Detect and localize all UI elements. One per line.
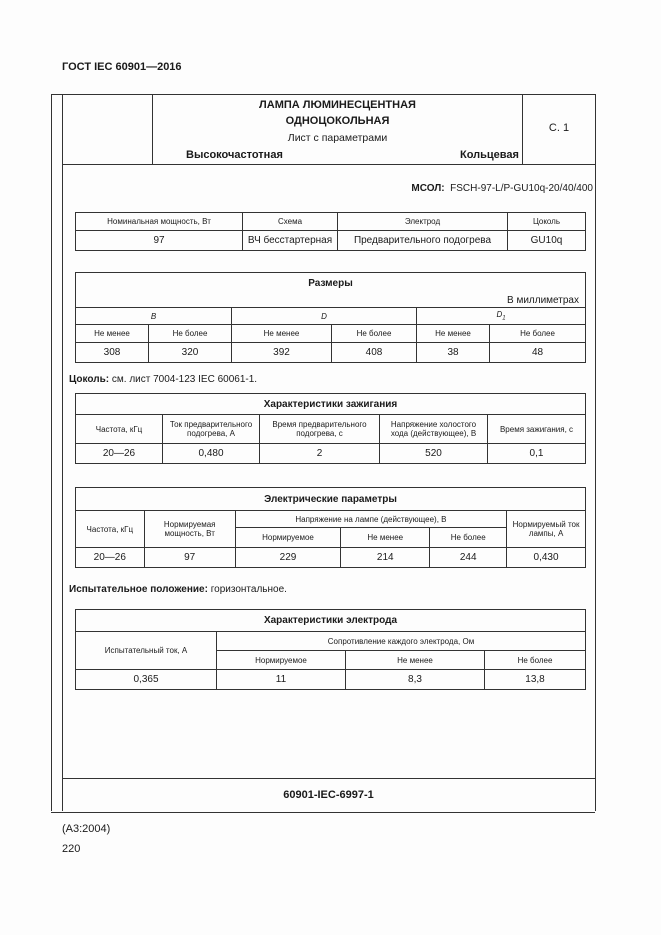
ignition-header: Время предварительного подогрева, с — [260, 415, 380, 444]
standard-code: ГОСТ IEC 60901—2016 — [62, 61, 182, 73]
electrode-value: 13,8 — [485, 670, 586, 690]
dimension-group-b: B — [76, 308, 232, 325]
electrical-value: 97 — [144, 548, 235, 568]
electrical-power-header: Нормируемая мощность, Вт — [144, 511, 235, 548]
electrical-subheader: Не менее — [341, 528, 430, 548]
dimension-subheader: Не более — [149, 325, 232, 343]
header-bottom-line — [62, 164, 595, 165]
frame-right-line — [595, 94, 596, 811]
electrode-resistance-header: Сопротивление каждого электрода, Ом — [217, 632, 586, 651]
dimension-group-d1 — [417, 308, 586, 325]
electrical-voltage-header: Напряжение на лампе (действующее), В — [235, 511, 506, 528]
dimension-value: 48 — [490, 343, 586, 363]
dimension-value: 308 — [76, 343, 149, 363]
dimension-subheader: Не менее — [417, 325, 490, 343]
general-header: Цоколь — [508, 213, 586, 231]
general-header: Схема — [243, 213, 338, 231]
sheet-page: С. 1 — [548, 122, 570, 134]
frame-inner-left-line — [62, 94, 63, 811]
electrode-value: 8,3 — [346, 670, 485, 690]
dimension-value: 392 — [232, 343, 332, 363]
ignition-header: Напряжение холостого хода (действующее), В — [380, 415, 488, 444]
dimension-value: 320 — [149, 343, 232, 363]
dimensions-table — [75, 272, 586, 363]
ignition-header: Частота, кГц — [76, 415, 163, 444]
ignition-value: 0,480 — [163, 444, 260, 464]
electrical-value: 20—26 — [76, 548, 145, 568]
ignition-value: 0,1 — [488, 444, 586, 464]
dimension-value: 38 — [417, 343, 490, 363]
d1-subscript: 1 — [502, 315, 506, 322]
dimension-subheader: Не более — [332, 325, 417, 343]
electrode-subheader: Не менее — [346, 651, 485, 670]
dimension-subheader: Не менее — [232, 325, 332, 343]
electrical-value: 0,430 — [507, 548, 586, 568]
electrical-subheader: Не более — [430, 528, 507, 548]
document-number: 60901-IEC-6997-1 — [283, 789, 374, 801]
general-value: ВЧ бесстартерная — [243, 231, 338, 251]
position-note-label: Испытательное положение: — [69, 584, 208, 595]
dimension-group-d: D — [232, 308, 417, 325]
electrical-subheader: Нормируемое — [235, 528, 340, 548]
page-number: 220 — [62, 843, 81, 855]
dimension-value: 408 — [332, 343, 417, 363]
general-header: Номинальная мощность, Вт — [76, 213, 243, 231]
electrical-freq-header: Частота, кГц — [76, 511, 145, 548]
dimension-subheader: Не более — [490, 325, 586, 343]
electrode-title: Характеристики электрода — [76, 610, 586, 632]
electrode-subheader: Не более — [485, 651, 586, 670]
ignition-table — [75, 393, 586, 464]
electrical-table — [75, 487, 586, 568]
general-header: Электрод — [338, 213, 508, 231]
electrical-value: 214 — [341, 548, 430, 568]
frame-left-line — [51, 94, 52, 811]
cap-note — [69, 374, 257, 385]
ignition-value: 2 — [260, 444, 380, 464]
ignition-value: 20—26 — [76, 444, 163, 464]
electrical-value: 229 — [235, 548, 340, 568]
sheet-title-line1: ЛАМПА ЛЮМИНЕСЦЕНТНАЯ — [259, 99, 416, 111]
msol-value: FSCH-97-L/P-GU10q-20/40/400 — [450, 183, 593, 194]
electrode-value: 0,365 — [76, 670, 217, 690]
general-table — [75, 212, 586, 251]
header-type-left: Высокочастотная — [186, 149, 283, 161]
dimension-subheader: Не менее — [76, 325, 149, 343]
position-note — [69, 584, 287, 595]
electrical-value: 244 — [430, 548, 507, 568]
dimensions-title: Размеры — [76, 273, 586, 294]
general-value: 97 — [76, 231, 243, 251]
electrode-value: 11 — [217, 670, 346, 690]
general-value: GU10q — [508, 231, 586, 251]
electrode-table — [75, 609, 586, 690]
msol-label: МСОЛ: — [411, 183, 445, 194]
cap-note-text: см. лист 7004-123 IEC 60061-1. — [111, 374, 258, 385]
position-note-text: горизонтальное. — [210, 584, 287, 595]
ignition-header: Ток предварительного подогрева, А — [163, 415, 260, 444]
electrical-current-header: Нормируемый ток лампы, А — [507, 511, 586, 548]
general-value: Предварительного подогрева — [338, 231, 508, 251]
electrical-title: Электрические параметры — [76, 488, 586, 511]
electrode-subheader: Нормируемое — [217, 651, 346, 670]
ignition-title: Характеристики зажигания — [76, 394, 586, 415]
amendment-note: (А3:2004) — [62, 823, 111, 835]
d1-symbol: D — [496, 310, 503, 320]
header-type-right: Кольцевая — [460, 149, 519, 161]
electrode-current-header: Испытательный ток, А — [76, 632, 217, 670]
sheet-subtitle: Лист с параметрами — [287, 132, 388, 144]
ignition-value: 520 — [380, 444, 488, 464]
dimensions-units: В миллиметрах — [76, 293, 586, 308]
ignition-header: Время зажигания, с — [488, 415, 586, 444]
cap-note-label: Цоколь: — [69, 374, 110, 385]
footer-top-line — [62, 778, 595, 779]
sheet-title-line2: ОДНОЦОКОЛЬНАЯ — [285, 115, 390, 127]
msol-line — [411, 183, 593, 194]
